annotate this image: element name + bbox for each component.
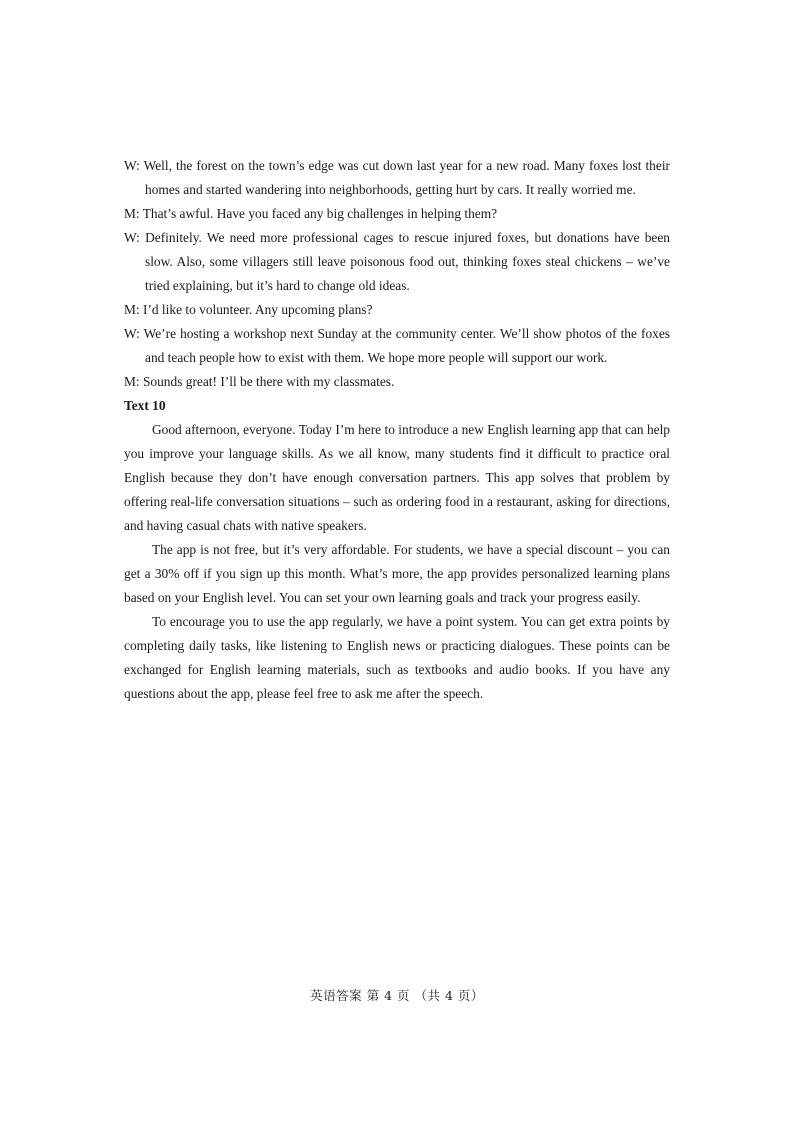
text10-paragraph-1: Good afternoon, everyone. Today I’m here to introduce a new English learning app that can help you improve your language skills. As we all know, many students find it difficult to practice oral English because they don’t have enough conversation partners. This app solves that problem by offering real-life conversation situations – such as ordering food in a restaurant, asking for directions, and having casual chats with native speakers.: [124, 422, 670, 533]
dialogue-line-w2: W: Definitely. We need more professional cages to rescue injured foxes, but donations have been slow. Also, some villagers still leave poisonous food out, thinking foxes steal chickens – we’ve tried explaining, but it’s hard to change old ideas.: [124, 230, 670, 293]
text10-paragraph-3: To encourage you to use the app regularly, we have a point system. You can get extra points by completing daily tasks, like listening to English news or practicing dialogues. These points can be exchanged for English learning materials, such as textbooks and audio books. If you have any questions about the app, please feel free to ask me after the speech.: [124, 614, 670, 701]
dialogue-line-w1: W: Well, the forest on the town’s edge was cut down last year for a new road. Many foxes lost their homes and started wandering into neighborhoods, getting hurt by cars. It really worried me.: [124, 158, 670, 197]
dialogue-line-m1: M: That’s awful. Have you faced any big challenges in helping them?: [124, 206, 498, 221]
dialogue-line-w3: W: We’re hosting a workshop next Sunday at the community center. We’ll show photos of the foxes and teach people how to exist with them. We hope more people will support our work.: [124, 326, 670, 365]
dialogue-line-m3: M: Sounds great! I’ll be there with my classmates.: [124, 374, 395, 389]
dialogue-line-m2: M: I’d like to volunteer. Any upcoming plans?: [124, 302, 373, 317]
document-page: [124, 154, 670, 706]
text10-heading: Text 10: [124, 398, 166, 413]
page-footer: 英语答案 第 4 页 （共 4 页）: [310, 988, 484, 1003]
text10-paragraph-2: The app is not free, but it’s very affordable. For students, we have a special discount – you can get a 30% off if you sign up this month. What’s more, the app provides personalized learning plans based on your English level. You can set your own learning goals and track your progress easily.: [124, 542, 670, 605]
